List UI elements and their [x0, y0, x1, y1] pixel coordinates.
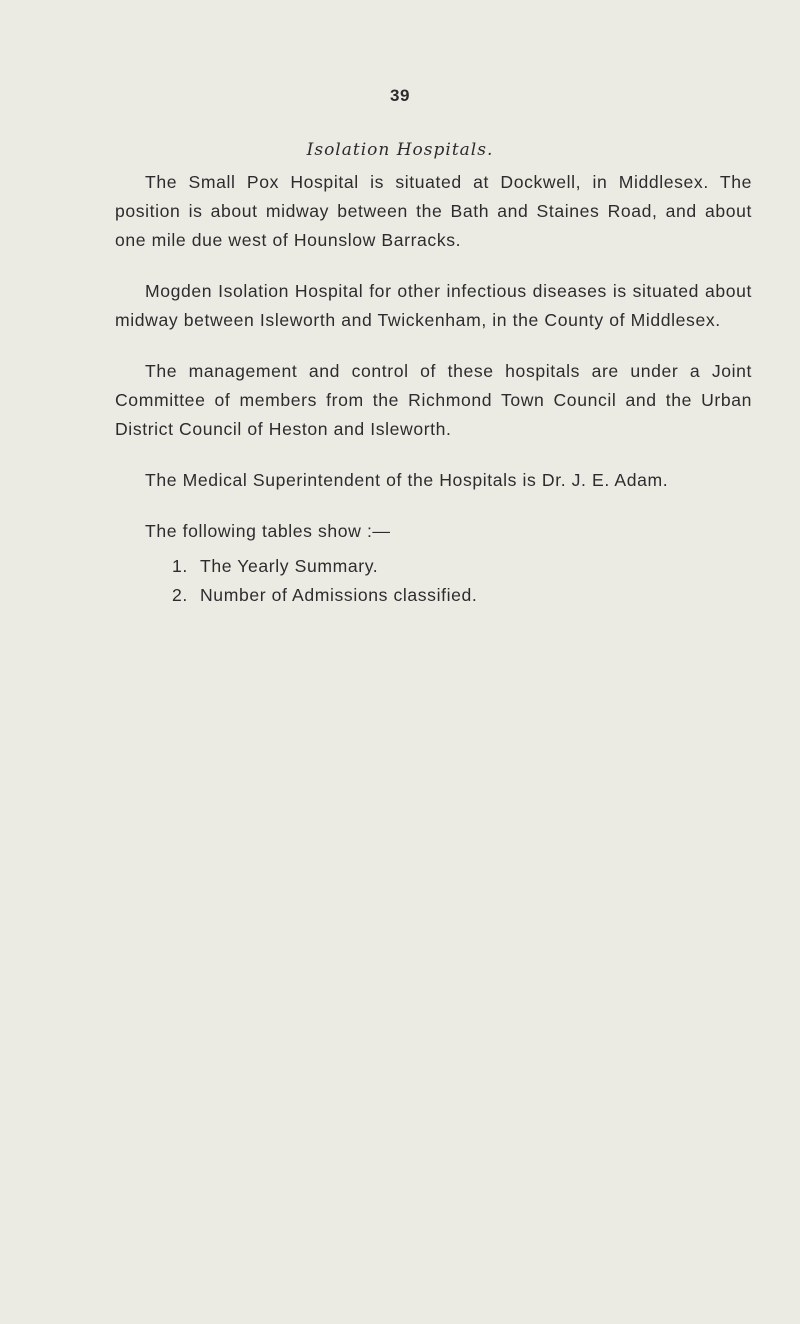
section-heading: Isolation Hospitals.	[306, 140, 494, 160]
list-item-number: 1.	[172, 556, 188, 576]
list-item-text: Number of Admissions classified.	[200, 585, 478, 605]
body-text	[115, 168, 752, 610]
paragraph-tables-intro: The following tables show :—	[145, 521, 391, 541]
paragraph-small-pox-hospital: The Small Pox Hospital is situated at Dockwell, in Middlesex. The position is about midway between the Bath and Staines Road, and about one mile due west of Hounslow Barracks.	[115, 172, 752, 250]
paragraph-superintendent: The Medical Superintendent of the Hospitals is Dr. J. E. Adam.	[145, 470, 669, 490]
tables-list	[115, 552, 752, 610]
paragraph-mogden-hospital: Mogden Isolation Hospital for other infectious diseases is situated about midway between Isleworth and Twickenham, in the County of Middlesex.	[115, 281, 752, 330]
list-item	[172, 552, 752, 581]
list-item-text: The Yearly Summary.	[200, 556, 379, 576]
list-item	[172, 581, 752, 610]
paragraph-management: The management and control of these hospitals are under a Joint Committee of members from the Richmond Town Council and the Urban District Council of Heston and Isleworth.	[115, 361, 752, 439]
list-item-number: 2.	[172, 585, 188, 605]
page-number: 39	[390, 86, 410, 105]
